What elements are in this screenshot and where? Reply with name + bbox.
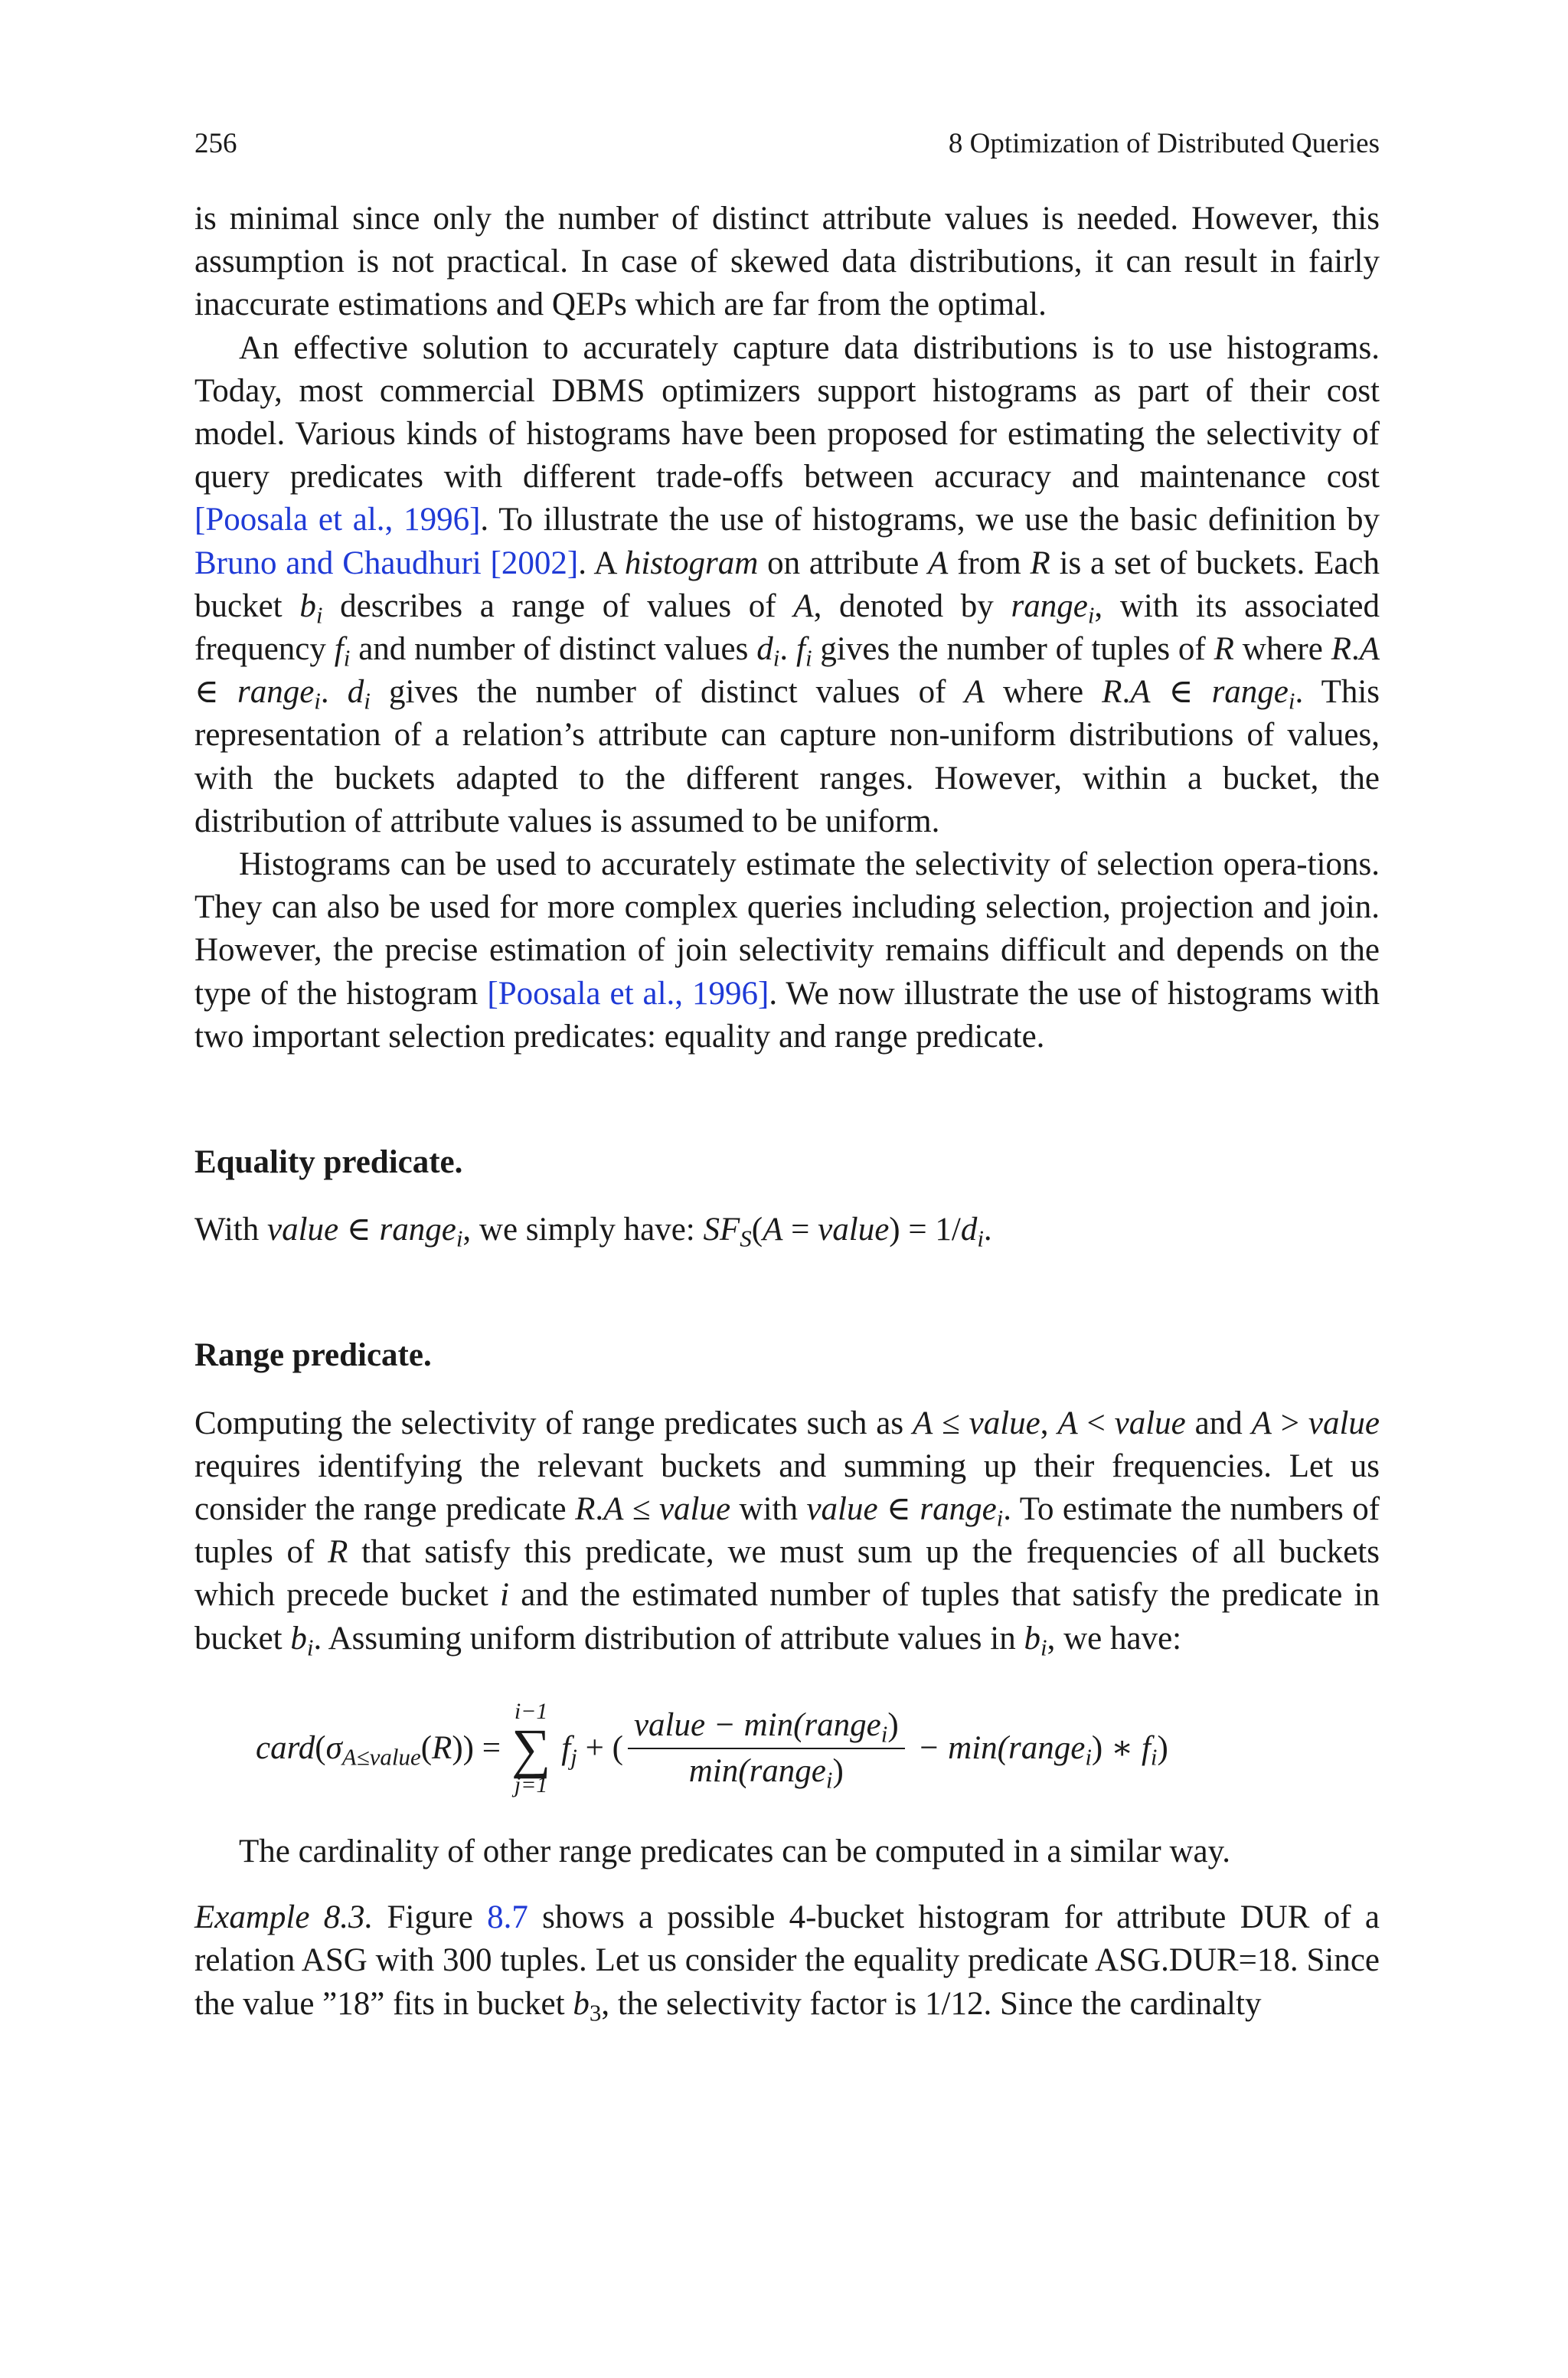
paragraph-other-range: The cardinality of other range predicates can be computed in a similar way. [239,1833,1231,1869]
citation-poosala-2[interactable]: [Poosala et al., 1996] [487,975,769,1012]
paragraph-continuation: is minimal since only the number of distinct attribute values is needed. However, this assumption is not practical. In case of skewed data distributions, it can result in fairly inaccurate estimations and QEPs which are far from the optimal. [194,201,1380,323]
example-label: Example 8.3. [194,1899,374,1936]
paragraph-example: Example 8.3. Figure 8.7 shows a possible 4-bucket histogram for attribute DUR of a relation ASG with 300 tuples. Let us consider the equality predicate ASG.DUR=18. Since the value ”18” fits in bucket $b_3$, the selectivity factor is 1/12. Since the cardinalty [194,1899,1380,2026]
paragraph-equality: With value ∈ range$_i$, we simply have: $SF_S(A$ = value) = $1/d_i$. [194,1212,992,1252]
summation-symbol: i−1 ∑ j=1 [511,1698,551,1797]
page-body [194,198,1380,2026]
citation-poosala[interactable]: [Poosala et al., 1996] [194,502,481,538]
heading-equality-predicate: Equality predicate. [194,1144,463,1181]
running-title: 8 Optimization of Distributed Queries [948,128,1380,159]
heading-range-predicate: Range predicate. [194,1337,432,1374]
cardinality-formula: card ( $\sigma_{A\le value}$ ( R )) = i−1 ∑ j=1 $f_j$ + ( $\frac{value - \min(range_i)}{\min(range_i)}$ − min(range$_i$) ∗ $f_i$) [256,1698,1168,1797]
paragraph-range: Computing the selectivity of range predicates such as A ≤ value, A < value and A > value requires identifying the relevant buckets and summing up their frequencies. Let us consider the range predicate R.A ≤ value with value ∈ range$_i$. To estimate the numbers of tuples of R that satisfy this predicate, we must sum up the frequencies of all buckets which precede bucket i and the estimated number of tuples that satisfy the predicate in bucket $b_i$. Assuming uniform distribution of attribute values in $b_i$, we have: [194,1405,1380,1661]
citation-bruno-chaudhuri[interactable]: Bruno and Chaudhuri [2002] [194,545,579,581]
page-number: 256 [194,128,237,159]
figure-reference[interactable]: 8.7 [487,1899,528,1936]
paragraph-selectivity: Histograms can be used to accurately estimate the selectivity of selection opera-tions. They can also be used for more complex queries including selection, projection and join. However, the precise estimation of join selectivity remains difficult and depends on the type of the histogram [Poosala et al., 1996]. We now illustrate the use of histograms with two important selection predicates: equality and range predicate. [194,846,1380,1055]
paragraph-histograms: An effective solution to accurately capture data distributions is to use histograms. Today, most commercial DBMS optimizers support histograms as part of their cost model. Various kinds of histograms have been proposed for estimating the selectivity of query predicates with different trade-offs between accuracy and maintenance cost [Poosala et al., 1996]. To illustrate the use of histograms, we use the basic definition by Bruno and Chaudhuri [2002]. A histogram on attribute A from R is a set of buckets. Each bucket $b_i$ describes a range of values of A, denoted by range$_i$, with its associated frequency $f_i$ and number of distinct values $d_i$. $f_i$ gives the number of tuples of R where R.A ∈ range$_i$. $d_i$ gives the number of distinct values of A where R.A ∈ range$_i$. This representation of a relation’s attribute can capture non-uniform distributions of values, with the buckets adapted to the different ranges. However, within a bucket, the distribution of attribute values is assumed to be uniform. [194,329,1380,839]
fraction: $\frac{value - \min(range_i)}{\min(range_i)}$ [628,1706,905,1791]
